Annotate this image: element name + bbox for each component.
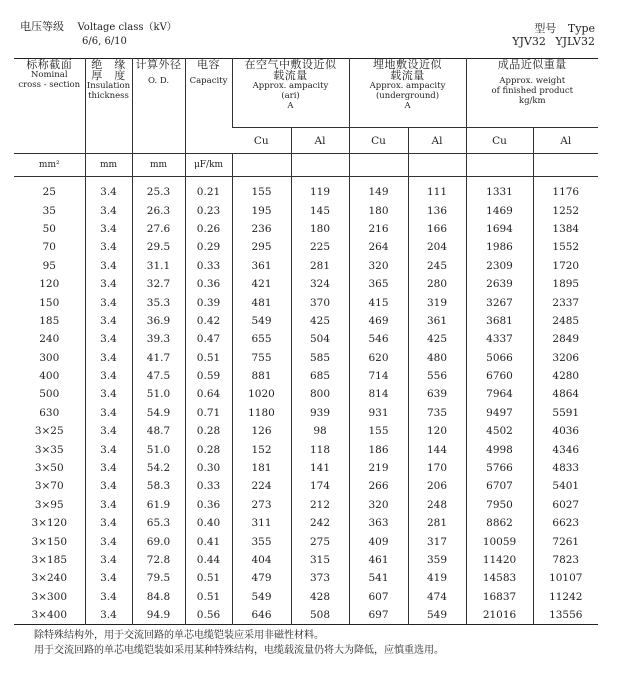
- cell-capacity: 0.71: [185, 404, 232, 422]
- type-model-2: YJLV32: [555, 35, 595, 48]
- cell-section: 3×25: [34, 425, 64, 438]
- type-header: [512, 22, 595, 48]
- cell-ground-al: 170: [408, 459, 466, 477]
- cell-air-cu: 1020: [232, 385, 291, 403]
- cell-ground-al: 735: [408, 404, 466, 422]
- type-label-en: Type: [567, 22, 595, 35]
- table-row: [14, 220, 598, 238]
- cell-ground-cu: 186: [349, 440, 408, 458]
- cell-ground-al: 166: [408, 220, 466, 238]
- cell-weight-cu: 1331: [466, 177, 533, 202]
- cell-weight-al: 1552: [533, 238, 598, 256]
- cell-section: 25: [42, 186, 56, 199]
- cell-ground-cu: 180: [349, 201, 408, 219]
- cell-section: 3×70: [34, 480, 64, 493]
- cell-weight-cu: 1469: [466, 201, 533, 219]
- cell-od: 41.7: [132, 349, 185, 367]
- weight-al-header: Al: [533, 128, 598, 154]
- cell-od: 94.9: [132, 606, 185, 625]
- cell-air-cu: 126: [232, 422, 291, 440]
- cell-weight-al: 7823: [533, 551, 598, 569]
- cell-insulation: 3.4: [85, 349, 132, 367]
- cell-capacity: 0.56: [185, 606, 232, 625]
- cell-weight-cu: 6707: [466, 477, 533, 495]
- cell-section: 3×150: [31, 535, 68, 548]
- cell-air-cu: 755: [232, 349, 291, 367]
- cell-section: 185: [39, 314, 60, 327]
- cell-insulation: 3.4: [85, 422, 132, 440]
- cell-weight-cu: 16837: [466, 588, 533, 606]
- col-section-header: 标称截面 Nominal cross - section: [18, 58, 81, 90]
- cell-insulation: 3.4: [85, 459, 132, 477]
- col-weight-header: 成品近似重量 Approx. weight of finished product kg/km: [466, 59, 598, 128]
- cell-air-al: 281: [291, 257, 349, 275]
- table-row: [14, 422, 598, 440]
- cell-od: 54.9: [132, 404, 185, 422]
- cell-od: 25.3: [132, 177, 185, 202]
- cell-ground-cu: 266: [349, 477, 408, 495]
- cell-insulation: 3.4: [85, 496, 132, 514]
- header-row: [14, 59, 598, 128]
- cell-od: 58.3: [132, 477, 185, 495]
- cell-air-cu: 195: [232, 201, 291, 219]
- cell-capacity: 0.33: [185, 477, 232, 495]
- cell-ground-al: 144: [408, 440, 466, 458]
- table-row: [14, 385, 598, 403]
- cell-od: 61.9: [132, 496, 185, 514]
- cell-ground-cu: 461: [349, 551, 408, 569]
- cell-section: 150: [39, 296, 60, 309]
- cell-od: 35.3: [132, 293, 185, 311]
- cell-ground-cu: 219: [349, 459, 408, 477]
- cell-air-al: 504: [291, 330, 349, 348]
- cell-weight-cu: 2309: [466, 257, 533, 275]
- table-row: [14, 293, 598, 311]
- cell-air-cu: 155: [232, 177, 291, 202]
- cell-ground-al: 549: [408, 606, 466, 625]
- cell-ground-cu: 149: [349, 177, 408, 202]
- cell-weight-al: 3206: [533, 349, 598, 367]
- cell-weight-al: 1895: [533, 275, 598, 293]
- cell-ground-al: 204: [408, 238, 466, 256]
- cell-insulation: 3.4: [85, 385, 132, 403]
- table-row: [14, 367, 598, 385]
- cell-weight-cu: 1694: [466, 220, 533, 238]
- cell-weight-cu: 11420: [466, 551, 533, 569]
- cell-air-al: 428: [291, 588, 349, 606]
- cell-air-cu: 646: [232, 606, 291, 625]
- cell-weight-al: 5591: [533, 404, 598, 422]
- cell-section: 300: [39, 351, 60, 364]
- cell-weight-al: 13556: [533, 606, 598, 625]
- cell-capacity: 0.23: [185, 201, 232, 219]
- cell-insulation: 3.4: [85, 588, 132, 606]
- cell-section: 3×35: [34, 443, 64, 456]
- footnotes: [34, 628, 444, 658]
- cell-capacity: 0.64: [185, 385, 232, 403]
- cell-insulation: 3.4: [85, 551, 132, 569]
- table-row: [14, 404, 598, 422]
- cell-weight-al: 10107: [533, 569, 598, 587]
- cell-weight-al: 7261: [533, 532, 598, 550]
- cell-air-al: 425: [291, 312, 349, 330]
- cell-od: 69.0: [132, 532, 185, 550]
- cell-od: 47.5: [132, 367, 185, 385]
- air-cu-header: Cu: [232, 128, 291, 154]
- cell-air-al: 180: [291, 220, 349, 238]
- cell-insulation: 3.4: [85, 257, 132, 275]
- cell-weight-cu: 4337: [466, 330, 533, 348]
- cell-air-al: 98: [291, 422, 349, 440]
- cell-ground-al: 474: [408, 588, 466, 606]
- cell-air-cu: 355: [232, 532, 291, 550]
- table-row: [14, 201, 598, 219]
- cell-section: 3×50: [34, 462, 64, 475]
- cell-weight-cu: 8862: [466, 514, 533, 532]
- cell-capacity: 0.41: [185, 532, 232, 550]
- cell-weight-al: 4833: [533, 459, 598, 477]
- table-row: [14, 459, 598, 477]
- cell-insulation: 3.4: [85, 477, 132, 495]
- table-row: [14, 349, 598, 367]
- cell-air-cu: 655: [232, 330, 291, 348]
- cell-air-al: 939: [291, 404, 349, 422]
- cell-weight-al: 1720: [533, 257, 598, 275]
- cell-section: 3×95: [34, 498, 64, 511]
- cell-ground-cu: 697: [349, 606, 408, 625]
- cell-ground-al: 556: [408, 367, 466, 385]
- cell-od: 51.0: [132, 385, 185, 403]
- cell-weight-cu: 10059: [466, 532, 533, 550]
- footnote-2: 用于交流回路的单芯电缆铠装如采用某种特殊结构，电缆载流量仍将大为降低，应慎重选用。: [34, 645, 444, 656]
- cell-capacity: 0.28: [185, 440, 232, 458]
- cell-capacity: 0.33: [185, 257, 232, 275]
- cell-air-al: 242: [291, 514, 349, 532]
- cell-ground-al: 280: [408, 275, 466, 293]
- cell-air-al: 212: [291, 496, 349, 514]
- cell-air-al: 118: [291, 440, 349, 458]
- col-capacity-header: 电容 Capacity: [185, 59, 232, 154]
- cell-od: 51.0: [132, 440, 185, 458]
- cell-ground-al: 136: [408, 201, 466, 219]
- cell-weight-cu: 3681: [466, 312, 533, 330]
- cell-air-al: 119: [291, 177, 349, 202]
- table-row: [14, 532, 598, 550]
- table-row: [14, 569, 598, 587]
- cell-ground-al: 281: [408, 514, 466, 532]
- cell-ground-al: 361: [408, 312, 466, 330]
- cell-ground-al: 480: [408, 349, 466, 367]
- ground-al-header: Al: [408, 128, 466, 154]
- cell-weight-al: 1252: [533, 201, 598, 219]
- cell-air-al: 373: [291, 569, 349, 587]
- cell-ground-cu: 320: [349, 257, 408, 275]
- cell-weight-cu: 14583: [466, 569, 533, 587]
- col-air-ampacity-header: 在空气中敷设近似 载流量 Approx. ampacity (ari) A: [232, 59, 349, 128]
- cell-ground-al: 245: [408, 257, 466, 275]
- cell-air-cu: 295: [232, 238, 291, 256]
- weight-cu-header: Cu: [466, 128, 533, 154]
- cell-ground-cu: 365: [349, 275, 408, 293]
- cell-air-cu: 361: [232, 257, 291, 275]
- unit-capacity: μF/km: [185, 154, 232, 177]
- cell-capacity: 0.42: [185, 312, 232, 330]
- cell-air-cu: 273: [232, 496, 291, 514]
- cell-insulation: 3.4: [85, 177, 132, 202]
- table-row: [14, 330, 598, 348]
- cell-ground-cu: 931: [349, 404, 408, 422]
- voltage-label-en: Voltage class（kV）: [77, 22, 177, 33]
- cell-ground-al: 639: [408, 385, 466, 403]
- cell-ground-cu: 546: [349, 330, 408, 348]
- units-row: [14, 154, 598, 177]
- cell-capacity: 0.44: [185, 551, 232, 569]
- table-row: [14, 275, 598, 293]
- cell-od: 36.9: [132, 312, 185, 330]
- cell-section: 70: [42, 241, 56, 254]
- cell-weight-al: 2485: [533, 312, 598, 330]
- cell-section: 3×120: [31, 517, 68, 530]
- cell-ground-cu: 320: [349, 496, 408, 514]
- cell-ground-al: 317: [408, 532, 466, 550]
- cell-capacity: 0.51: [185, 349, 232, 367]
- cell-od: 65.3: [132, 514, 185, 532]
- table-row: [14, 606, 598, 625]
- cell-air-cu: 549: [232, 312, 291, 330]
- cell-insulation: 3.4: [85, 201, 132, 219]
- ground-cu-header: Cu: [349, 128, 408, 154]
- cell-section: 3×400: [31, 609, 68, 622]
- table-row: [14, 440, 598, 458]
- cell-od: 31.1: [132, 257, 185, 275]
- cell-insulation: 3.4: [85, 220, 132, 238]
- cell-insulation: 3.4: [85, 404, 132, 422]
- cell-weight-al: 5401: [533, 477, 598, 495]
- unit-section: mm²: [14, 154, 85, 177]
- air-al-header: Al: [291, 128, 349, 154]
- cell-capacity: 0.30: [185, 459, 232, 477]
- cell-capacity: 0.40: [185, 514, 232, 532]
- type-model-1: YJV32: [512, 35, 546, 48]
- table-row: [14, 477, 598, 495]
- cell-insulation: 3.4: [85, 330, 132, 348]
- cell-weight-al: 4864: [533, 385, 598, 403]
- cell-ground-cu: 409: [349, 532, 408, 550]
- cell-weight-al: 2337: [533, 293, 598, 311]
- cell-ground-al: 425: [408, 330, 466, 348]
- cell-ground-cu: 541: [349, 569, 408, 587]
- cell-od: 72.8: [132, 551, 185, 569]
- cell-ground-cu: 469: [349, 312, 408, 330]
- cell-capacity: 0.28: [185, 422, 232, 440]
- table-row: [14, 551, 598, 569]
- cell-section: 240: [39, 333, 60, 346]
- col-od-header: 计算外径 O. D.: [132, 59, 185, 154]
- cell-air-al: 141: [291, 459, 349, 477]
- cell-insulation: 3.4: [85, 606, 132, 625]
- cell-section: 50: [42, 222, 56, 235]
- cell-weight-cu: 21016: [466, 606, 533, 625]
- cell-insulation: 3.4: [85, 275, 132, 293]
- cell-air-cu: 549: [232, 588, 291, 606]
- cell-air-al: 324: [291, 275, 349, 293]
- cell-ground-al: 111: [408, 177, 466, 202]
- spec-table: [14, 58, 598, 625]
- cell-weight-al: 2849: [533, 330, 598, 348]
- cell-air-al: 225: [291, 238, 349, 256]
- cell-air-al: 585: [291, 349, 349, 367]
- cell-air-al: 275: [291, 532, 349, 550]
- table-row: [14, 177, 598, 202]
- cell-air-al: 685: [291, 367, 349, 385]
- col-ground-ampacity-header: 埋地敷设近似 载流量 Approx. ampacity (underground) A: [349, 59, 466, 128]
- cell-section: 35: [42, 204, 56, 217]
- voltage-class-header: [20, 20, 177, 47]
- cell-air-al: 800: [291, 385, 349, 403]
- cell-weight-cu: 5066: [466, 349, 533, 367]
- cell-weight-al: 6623: [533, 514, 598, 532]
- cell-ground-cu: 814: [349, 385, 408, 403]
- cell-od: 26.3: [132, 201, 185, 219]
- cell-air-al: 174: [291, 477, 349, 495]
- cell-air-al: 370: [291, 293, 349, 311]
- cell-od: 84.8: [132, 588, 185, 606]
- cell-capacity: 0.36: [185, 275, 232, 293]
- cell-air-cu: 421: [232, 275, 291, 293]
- table-row: [14, 257, 598, 275]
- cell-capacity: 0.59: [185, 367, 232, 385]
- cell-od: 79.5: [132, 569, 185, 587]
- cell-od: 54.2: [132, 459, 185, 477]
- cell-capacity: 0.36: [185, 496, 232, 514]
- cell-air-cu: 152: [232, 440, 291, 458]
- cell-air-cu: 236: [232, 220, 291, 238]
- cell-section: 400: [39, 370, 60, 383]
- cell-capacity: 0.47: [185, 330, 232, 348]
- cell-capacity: 0.39: [185, 293, 232, 311]
- cell-insulation: 3.4: [85, 514, 132, 532]
- cell-od: 29.5: [132, 238, 185, 256]
- cell-weight-cu: 4998: [466, 440, 533, 458]
- table-row: [14, 496, 598, 514]
- cell-ground-al: 319: [408, 293, 466, 311]
- cell-od: 48.7: [132, 422, 185, 440]
- cell-od: 39.3: [132, 330, 185, 348]
- cell-weight-cu: 3267: [466, 293, 533, 311]
- cell-weight-cu: 7950: [466, 496, 533, 514]
- cell-air-cu: 1180: [232, 404, 291, 422]
- cell-capacity: 0.29: [185, 238, 232, 256]
- cell-weight-al: 4036: [533, 422, 598, 440]
- cell-air-cu: 404: [232, 551, 291, 569]
- voltage-label-cn: 电压等级: [20, 20, 64, 33]
- col-insulation-header: 绝 缘 厚 度 Insulation thickness: [85, 59, 132, 154]
- cell-insulation: 3.4: [85, 367, 132, 385]
- cell-insulation: 3.4: [85, 293, 132, 311]
- cell-capacity: 0.26: [185, 220, 232, 238]
- cell-air-al: 315: [291, 551, 349, 569]
- footnote-1: 除特殊结构外，用于交流回路的单芯电缆铠装应采用非磁性材料。: [34, 630, 324, 641]
- cell-ground-cu: 155: [349, 422, 408, 440]
- cell-insulation: 3.4: [85, 569, 132, 587]
- cell-ground-al: 419: [408, 569, 466, 587]
- cell-weight-cu: 2639: [466, 275, 533, 293]
- cell-weight-cu: 7964: [466, 385, 533, 403]
- cell-weight-al: 1176: [533, 177, 598, 202]
- cell-ground-cu: 415: [349, 293, 408, 311]
- cell-air-al: 145: [291, 201, 349, 219]
- cell-air-cu: 311: [232, 514, 291, 532]
- cell-weight-al: 6027: [533, 496, 598, 514]
- cell-weight-cu: 9497: [466, 404, 533, 422]
- cell-ground-cu: 363: [349, 514, 408, 532]
- cell-ground-al: 120: [408, 422, 466, 440]
- cell-ground-al: 206: [408, 477, 466, 495]
- cell-capacity: 0.51: [185, 569, 232, 587]
- table-row: [14, 588, 598, 606]
- cell-insulation: 3.4: [85, 238, 132, 256]
- cell-capacity: 0.51: [185, 588, 232, 606]
- unit-insulation: mm: [85, 154, 132, 177]
- cell-insulation: 3.4: [85, 312, 132, 330]
- cell-weight-al: 11242: [533, 588, 598, 606]
- cell-ground-cu: 714: [349, 367, 408, 385]
- cell-air-cu: 181: [232, 459, 291, 477]
- cell-ground-cu: 264: [349, 238, 408, 256]
- cell-section: 120: [39, 278, 60, 291]
- cell-ground-cu: 216: [349, 220, 408, 238]
- cell-weight-cu: 4502: [466, 422, 533, 440]
- cell-weight-al: 4346: [533, 440, 598, 458]
- type-label-cn: 型号: [534, 22, 557, 35]
- cell-weight-al: 4280: [533, 367, 598, 385]
- unit-od: mm: [132, 154, 185, 177]
- cell-insulation: 3.4: [85, 532, 132, 550]
- cell-capacity: 0.21: [185, 177, 232, 202]
- cell-weight-cu: 1986: [466, 238, 533, 256]
- cell-weight-al: 1384: [533, 220, 598, 238]
- cell-ground-cu: 620: [349, 349, 408, 367]
- table-row: [14, 238, 598, 256]
- cell-ground-al: 359: [408, 551, 466, 569]
- cell-air-al: 508: [291, 606, 349, 625]
- voltage-value: 6/6, 6/10: [82, 36, 127, 47]
- cell-air-cu: 881: [232, 367, 291, 385]
- cell-ground-cu: 607: [349, 588, 408, 606]
- table-row: [14, 312, 598, 330]
- cell-air-cu: 481: [232, 293, 291, 311]
- cell-ground-al: 248: [408, 496, 466, 514]
- cell-section: 95: [42, 259, 56, 272]
- cell-weight-cu: 6760: [466, 367, 533, 385]
- spec-table-body: [14, 177, 598, 625]
- cell-od: 32.7: [132, 275, 185, 293]
- cell-section: 3×300: [31, 590, 68, 603]
- cell-air-cu: 479: [232, 569, 291, 587]
- cell-section: 500: [39, 388, 60, 401]
- cell-air-cu: 224: [232, 477, 291, 495]
- cell-section: 3×185: [31, 554, 68, 566]
- table-row: [14, 514, 598, 532]
- cell-section: 3×240: [31, 572, 68, 585]
- cell-weight-cu: 5766: [466, 459, 533, 477]
- cell-insulation: 3.4: [85, 440, 132, 458]
- cell-od: 27.6: [132, 220, 185, 238]
- cell-section: 630: [39, 406, 60, 419]
